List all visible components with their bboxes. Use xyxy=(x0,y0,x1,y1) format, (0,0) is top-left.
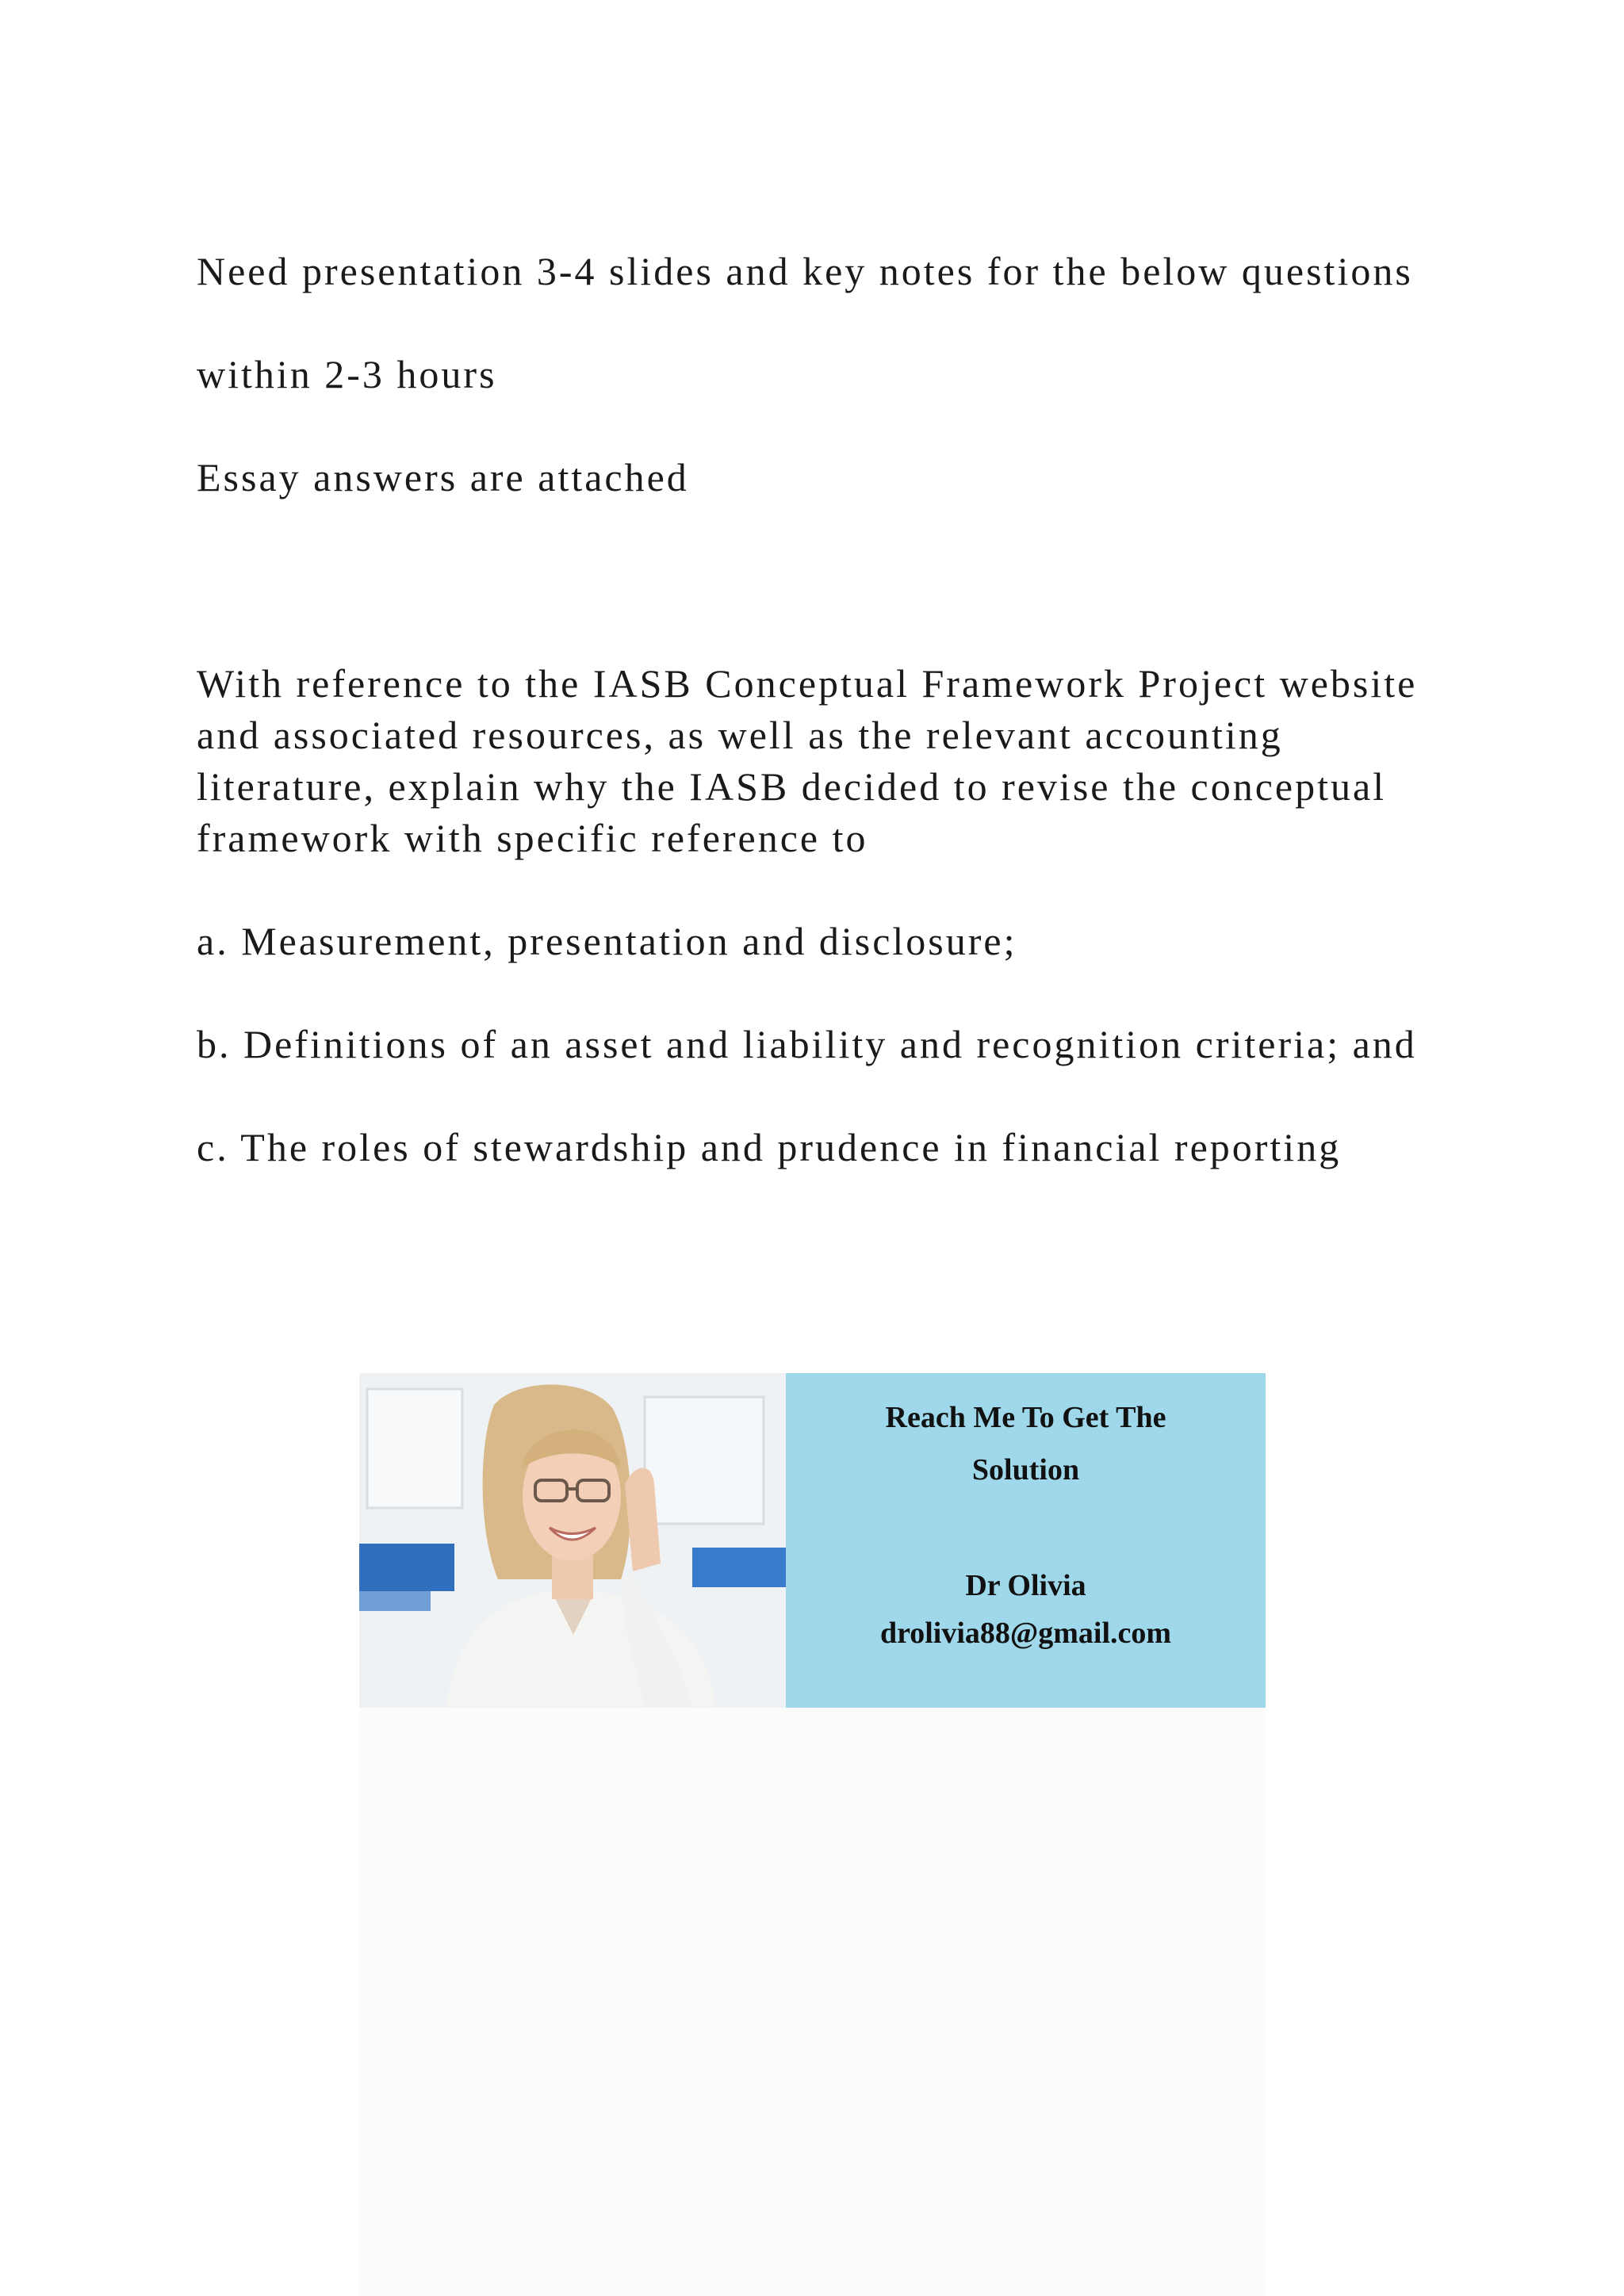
deadline-paragraph: within 2-3 hours xyxy=(197,352,497,396)
woman-photo xyxy=(359,1373,786,1708)
question-paragraph: With reference to the IASB Conceptual Framework Project website and associated resources, as well as the relevant accounting literature, explain why the IASB decided to revise the conceptual framework with specific reference to xyxy=(197,661,1418,860)
request-paragraph: Need presentation 3-4 slides and key notes for the below questions xyxy=(197,249,1413,293)
question-item-a: a. Measurement, presentation and disclosure; xyxy=(197,919,1017,963)
contact-heading-line1: Reach Me To Get The xyxy=(885,1401,1166,1434)
contact-email[interactable]: drolivia88@gmail.com xyxy=(879,1617,1172,1650)
paragraph-spacer xyxy=(197,555,1434,658)
attachment-note-paragraph: Essay answers are attached xyxy=(197,455,689,499)
document-body xyxy=(197,246,1434,1225)
contact-banner xyxy=(359,1373,1266,1708)
question-item-b: b. Definitions of an asset and liability and recognition criteria; and xyxy=(197,1022,1417,1066)
woman-photo-illustration xyxy=(359,1373,786,1708)
contact-name: Dr Olivia xyxy=(965,1569,1086,1602)
question-item-c: c. The roles of stewardship and prudence in financial reporting xyxy=(197,1125,1342,1169)
banner-shadow-area xyxy=(359,1708,1266,2296)
contact-heading-line2: Solution xyxy=(971,1453,1080,1487)
contact-card xyxy=(786,1373,1266,1708)
